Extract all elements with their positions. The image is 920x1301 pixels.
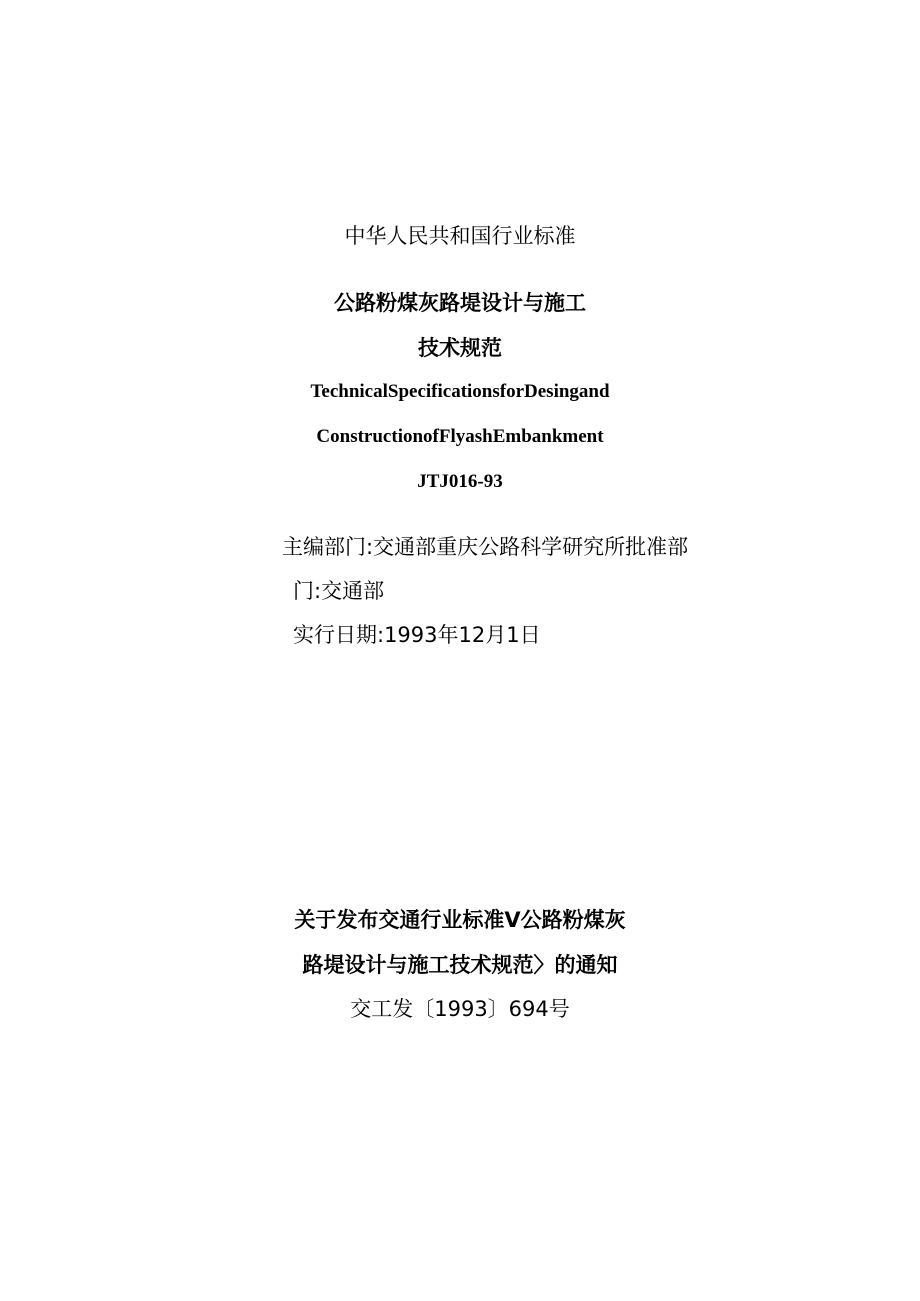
title-en-line2: ConstructionofFlyashEmbankment	[316, 426, 604, 447]
notice-title-line1: 关于发布交通行业标准V公路粉煤灰	[294, 908, 626, 932]
notice-doc-number: 交工发〔1993〕694号	[350, 997, 570, 1021]
standard-category: 中华人民共和国行业标准	[344, 224, 576, 248]
standard-code: JTJ016-93	[417, 471, 503, 492]
effective-date: 实行日期:1993年12月1日	[293, 623, 541, 647]
editor-line1: 主编部门:交通部重庆公路科学研究所批准部	[282, 535, 689, 559]
title-cn-line1: 公路粉煤灰路堤设计与施工	[334, 291, 586, 315]
title-cn-line2: 技术规范	[418, 336, 502, 360]
notice-title-line2: 路堤设计与施工技术规范〉的通知	[302, 953, 618, 977]
editor-line2: 门:交通部	[293, 579, 385, 603]
title-en-line1: TechnicalSpecificationsforDesingand	[310, 381, 610, 402]
